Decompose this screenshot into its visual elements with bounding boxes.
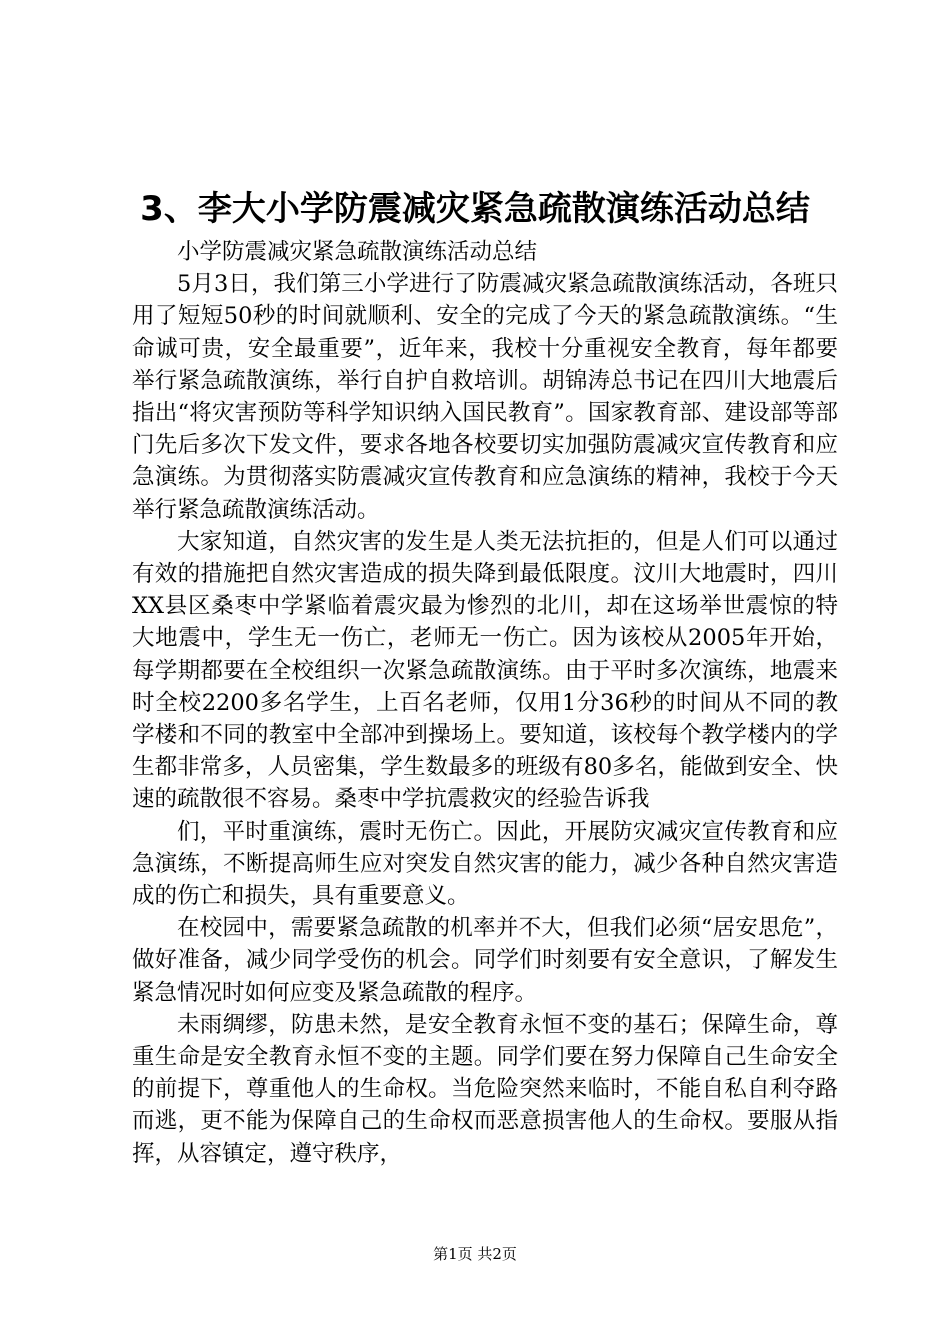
paragraph: 未雨绸缪，防患未然，是安全教育永恒不变的基石；保障生命，尊重生命是安全教育永恒不变的主题。同学们要在努力保障自己生命安全的前提下，尊重他人的生命权。当危险突然来临时，不能自私自利夺路而逃，更不能为保障自己的生命权而恶意损害他人的生命权。要服从指挥，从容镇定，遵守秩序， — [132, 1011, 838, 1167]
paragraph: 5月3日，我们第三小学进行了防震减灾紧急疏散演练活动，各班只用了短短50秒的时间就顺利、安全的完成了今天的紧急疏散演练。“生命诚可贵，安全最重要”，近年来，我校十分重视安全教育，每年都要举行紧急疏散演练，举行自护自救培训。胡锦涛总书记在四川大地震后指出“将灾害预防等科学知识纳入国民教育”。国家教育部、建设部等部门先后多次下发文件，要求各地各校要切实加强防震减灾宣传教育和应急演练。为贯彻落实防震减灾宣传教育和应急演练的精神，我校于今天举行紧急疏散演练活动。 — [132, 271, 838, 523]
document-body — [132, 236, 838, 1170]
paragraph: 们，平时重演练，震时无伤亡。因此，开展防灾减灾宣传教育和应急演练，不断提高师生应对突发自然灾害的能力，减少各种自然灾害造成的伤亡和损失，具有重要意义。 — [132, 818, 838, 910]
paragraph: 大家知道，自然灾害的发生是人类无法抗拒的，但是人们可以通过有效的措施把自然灾害造成的损失降到最低限度。汶川大地震时，四川XX县区桑枣中学紧临着震灾最为惨烈的北川，却在这场举世震惊的特大地震中，学生无一伤亡，老师无一伤亡。因为该校从2005年开始，每学期都要在全校组织一次紧急疏散演练。由于平时多次演练，地震来时全校2200多名学生，上百名老师，仅用1分36秒的时间从不同的教学楼和不同的教室中全部冲到操场上。要知道，该校每个教学楼内的学生都非常多，人员密集，学生数最多的班级有80多名，能做到安全、快速的疏散很不容易。桑枣中学抗震救灾的经验告诉我 — [132, 528, 838, 813]
document-subtitle: 小学防震减灾紧急疏散演练活动总结 — [177, 239, 538, 265]
page-footer: 第1页 共2页 — [433, 1245, 517, 1263]
paragraph: 在校园中，需要紧急疏散的机率并不大，但我们必须“居安思危”，做好准备，减少同学受伤的机会。同学们时刻要有安全意识，了解发生紧急情况时如何应变及紧急疏散的程序。 — [132, 915, 838, 1006]
page-title: 3、李大小学防震减灾紧急疏散演练活动总结 — [140, 189, 810, 229]
